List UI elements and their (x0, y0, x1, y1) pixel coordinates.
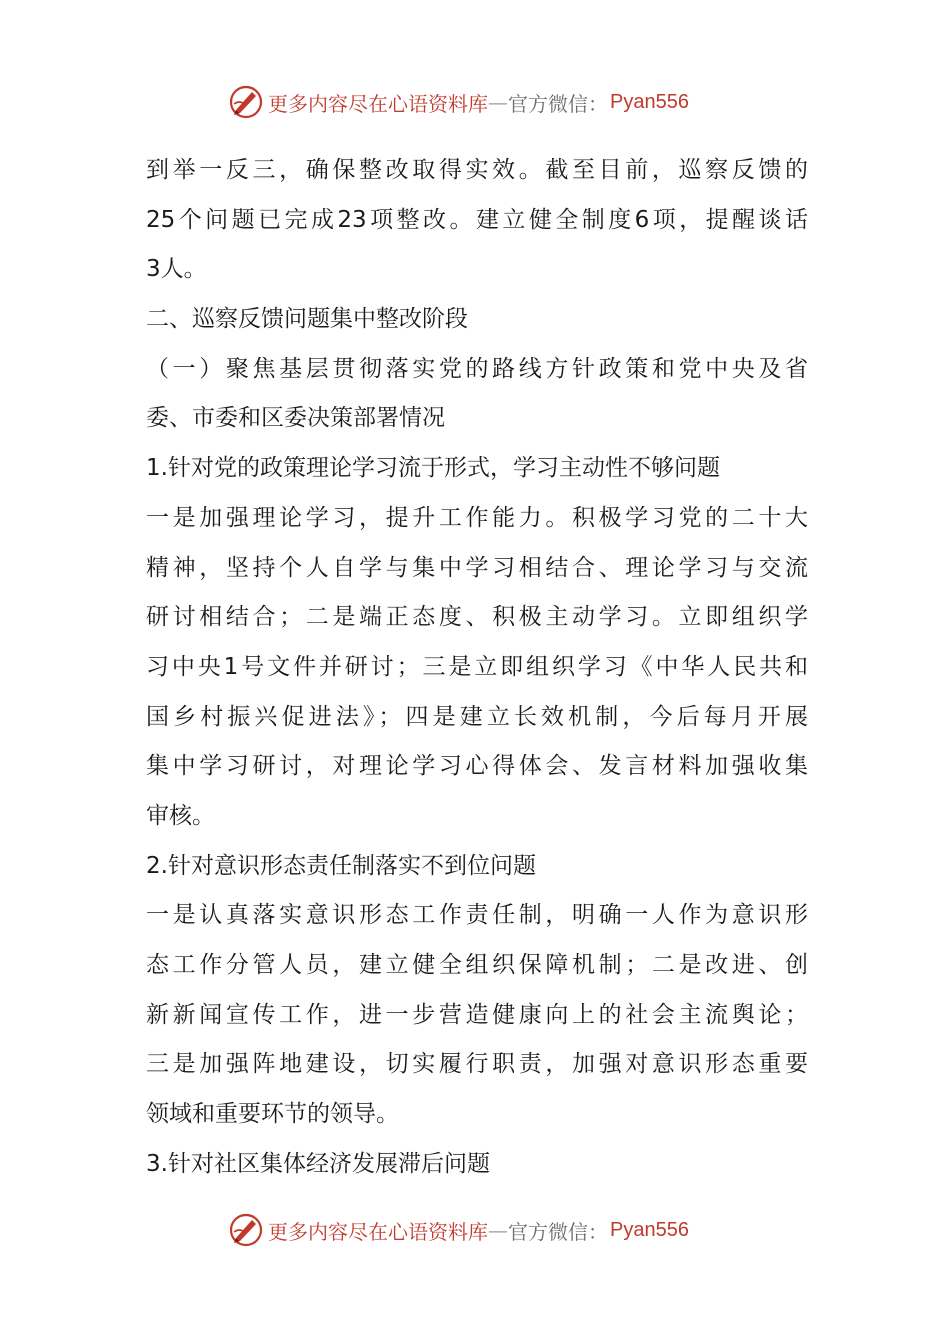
banner-title: 更多内容尽在心语资料库 (268, 1219, 488, 1244)
document-body (146, 146, 808, 1189)
subsection-heading: （一）聚焦基层贯彻落实党的路线方针政策和党中央及省 (146, 355, 808, 382)
banner-wechat-label: 官方微信： (508, 1219, 608, 1244)
pen-logo-icon (228, 84, 264, 120)
header-banner (228, 82, 689, 122)
item-heading: 3.针对社区集体经济发展滞后问题 (146, 1150, 490, 1177)
item-heading: 1.针对党的政策理论学习流于形式，学习主动性不够问题 (146, 455, 720, 482)
text-line: 国乡村振兴促进法》；四是建立长效机制，今后每月开展 (146, 703, 808, 730)
item-heading: 2.针对意识形态责任制落实不到位问题 (146, 852, 536, 879)
subsection-heading: 委、市委和区委决策部署情况 (146, 405, 445, 432)
text-line: 3人。 (146, 256, 207, 283)
banner-wechat-label: 官方微信： (508, 91, 608, 116)
text-line: 25个问题已完成23项整改。建立健全制度6项，提醒谈话 (146, 206, 808, 233)
section-heading: 二、巡察反馈问题集中整改阶段 (146, 306, 468, 333)
banner-wechat-handle: Pyan556 (610, 1218, 689, 1241)
pen-logo-icon (228, 1212, 264, 1248)
text-line: 一是认真落实意识形态工作责任制，明确一人作为意识形 (146, 902, 808, 929)
text-line: 一是加强理论学习，提升工作能力。积极学习党的二十大 (146, 504, 808, 531)
footer-banner (228, 1210, 689, 1250)
banner-wechat-handle: Pyan556 (610, 90, 689, 113)
text-line: 集中学习研讨，对理论学习心得体会、发言材料加强收集 (146, 753, 808, 780)
text-line: 新新闻宣传工作，进一步营造健康向上的社会主流舆论； (146, 1001, 808, 1028)
banner-separator: — (488, 90, 508, 114)
text-line: 三是加强阵地建设，切实履行职责，加强对意识形态重要 (146, 1051, 808, 1078)
text-line: 精神，坚持个人自学与集中学习相结合、理论学习与交流 (146, 554, 808, 581)
text-line: 审核。 (146, 802, 215, 829)
text-line: 态工作分管人员，建立健全组织保障机制；二是改进、创 (146, 952, 808, 978)
text-line: 领域和重要环节的领导。 (146, 1101, 399, 1128)
text-line: 到举一反三，确保整改取得实效。截至目前，巡察反馈的 (146, 157, 808, 183)
text-line: 研讨相结合；二是端正态度、积极主动学习。立即组织学 (146, 604, 808, 631)
text-line: 习中央1号文件并研讨；三是立即组织学习《中华人民共和 (146, 653, 808, 680)
banner-separator: — (488, 1218, 508, 1242)
banner-title: 更多内容尽在心语资料库 (268, 91, 488, 116)
